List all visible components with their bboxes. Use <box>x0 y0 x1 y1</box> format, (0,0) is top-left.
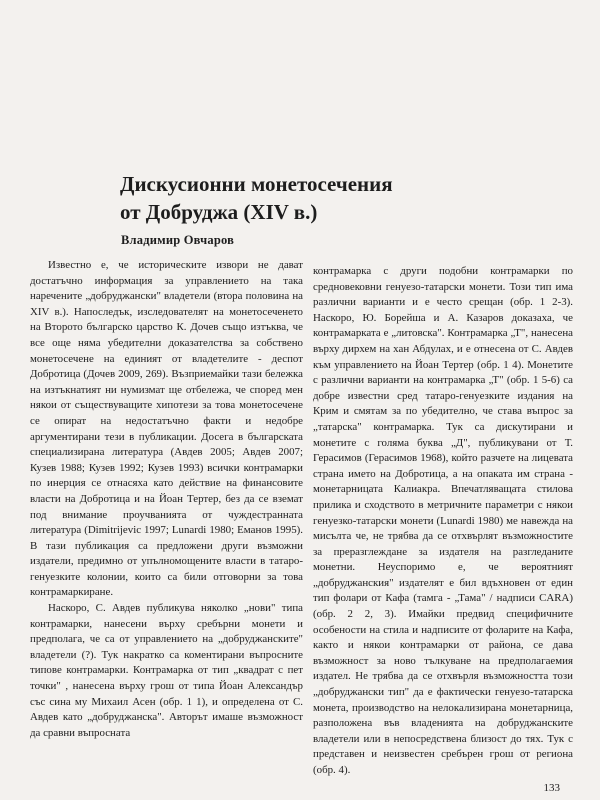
title-line-1: Дискусионни монетосечения <box>120 172 393 196</box>
left-paragraph-1: Известно е, че историческите извори не дават достатъчно информация за управлението на така наречените „добруджански" владетели (втора половина на XIV в.). Напоследък, изследователят на монетосеченето на Второто българско царство К. Дочев също изтъква, че все още няма убедителни доказателства за собствено монетосечене на единият от владетелите - деспот Добротица (Дочев 2009, 269). Възприемайки тази бележка на изтъкнатият ни нумизмат ще отбележа, че според мен някои от съществуващите хипотези за това монетосечене се опират на недостатъчно факти и недобре аргументирани тези в публикации. Досега в българската специализирана литература (Авдев 2005; Авдев 2007; Кузев 1988; Кузев 1992; Кузев 1993) всички контрамарки по инерция се отнасяха като действие на финансовите власти на Добротица и на Йоан Тертер, без да се вземат под внимание проучванията от чуждестранната литература (Dimitrijevic 1997; Lunardi 1980; Еманов 1995). В тази публикация са предложени други възможни издатели, предимно от упълномощените власти в татаро-генуезките колонии, които са били отговорни за това контрамаркиране. <box>30 259 303 599</box>
left-paragraph-2: Наскоро, С. Авдев публикува няколко „нови" типа контрамарки, нанесени върху сребърни монети и предполага, че са от управлението на „добруджанските" владетели (?). Тук накратко са коментирани въпросните типове контрамарки. Контрамарка от тип „квадрат с пет точки" , нанесена върху грош от типа Йоан Александър със сина му Михаил Асен (обр. 1 1), и определена от С. Авдев като „добруджанска". Авторът имаше възможност да сравни въпросната <box>30 602 303 739</box>
right-paragraph-1: контрамарка с други подобни контрамарки по средновековни генуезо-татарски монети. Този тип има различни варианти и е често срещан (обр. 1 2-3). Наскоро, Ю. Борейша и А. Казаров доказаха, че контрамарката е „литовска". Контрамарка „Т", нанесена върху дирхем на хан Абдулах, и е отнесена от С. Авдев към управлението на Йоан Тертер (обр. 1 4). Монетите с различни варианти на контрамарка „Т" (обр. 1 5-6) са добре известни сред татаро-генуезките издания на Крим и смятам за по убедително, че става въпрос за „татарска" контрамарка. Тук са дискутирани и монетите с голяма буква „Д", публикувани от Т. Герасимов (Герасимов 1968), който разчете на лицевата страна името на Добротица, а на опаката им страна - монетарницата Калиакра. Впечатляващата стилова прилика и сходството в метричните параметри с някои генуезко-татарски монети (Lunardi 1980) ме навежда на мисълта че, не трябва да се отхвърлят възможностите за преразглеждане за издателя на разгледаните монетни. Неуспоримо е, че вероятният „добруджанския" издателят е бил вдъхновен от един тип фолари от Кафа (тамга - „Тама" / надписи CARA) (обр. 2 2, 3). Имайки предвид специфичните особености на стила и надписите от фоларите на Кафа, както и някои контрамарки от района, се дава възможност за ново тълкуване на предполагаемия издател. Не трябва да се отхвърля възможността този „добруджански тип" да е фактически генуезо-татарска монета, производство на нелокализирана монетарница, разположена във владенията на добруджанските владетели или в непосредствена близост до тях. Тук с представен и неизвестен сребърен грош от региона (обр. 4). <box>313 265 573 776</box>
left-column <box>30 258 303 741</box>
article-title <box>120 170 480 226</box>
author-name: Владимир Овчаров <box>121 233 235 247</box>
right-column <box>313 264 573 779</box>
page-number: 133 <box>543 782 560 794</box>
title-line-2: от Добруджа (XIV в.) <box>120 200 318 224</box>
